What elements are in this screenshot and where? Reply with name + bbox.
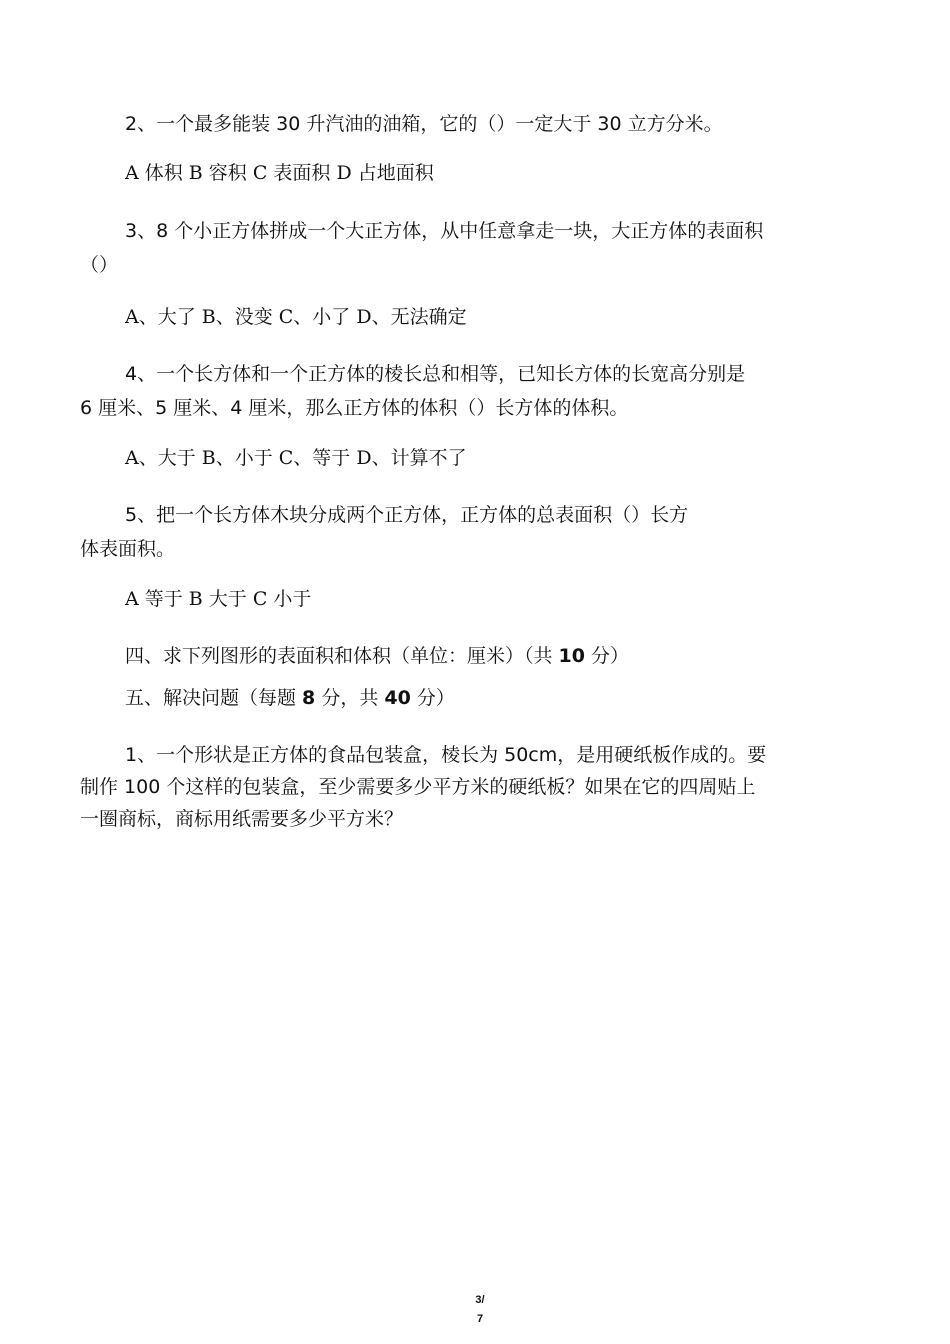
question-5-line-1: 5、把一个长方体木块分成两个正方体，正方体的总表面积（）长方 [125,504,689,526]
question-2-text: 2、一个最多能装 30 升汽油的油箱，它的（）一定大于 30 立方分米。 [125,113,723,135]
question-3-options: A、大了 B、没变 C、小了 D、无法确定 [125,306,467,328]
question-4-line-2: 6 厘米、5 厘米、4 厘米，那么正方体的体积（）长方体的体积。 [80,397,629,419]
problem-1-line-3: 一圈商标，商标用纸需要多少平方米？ [80,808,404,830]
problem-1-line-2: 制作 100 个这样的包装盒，至少需要多少平方米的硬纸板？如果在它的四周贴上 [80,776,756,798]
question-3-line-1: 3、8 个小正方体拼成一个大正方体，从中任意拿走一块，大正方体的表面积 [125,220,764,242]
problem-1-line-1: 1、一个形状是正方体的食品包装盒，棱长为 50cm，是用硬纸板作成的。要 [125,744,767,766]
question-5-line-2: 体表面积。 [80,538,176,560]
page-number-top: 3/ [475,1294,485,1306]
question-2-options: A 体积 B 容积 C 表面积 D 占地面积 [125,162,434,184]
section-5-total-points: 40 [384,687,411,709]
section-5-each-points: 8 [302,687,316,709]
section-4-heading: 四、求下列图形的表面积和体积（单位：厘米）（共 10 分） [125,645,630,667]
question-4-line-1: 4、一个长方体和一个正方体的棱长总和相等，已知长方体的长宽高分别是 [125,363,746,385]
section-4-points: 10 [558,645,585,667]
question-3-line-2: （） [80,254,119,276]
question-4-options: A、大于 B、小于 C、等于 D、计算不了 [125,447,467,469]
page-number-bottom: 7 [476,1313,484,1325]
question-5-options: A 等于 B 大于 C 小于 [125,588,312,610]
section-5-heading: 五、解决问题（每题 8 分，共 40 分） [125,687,455,709]
